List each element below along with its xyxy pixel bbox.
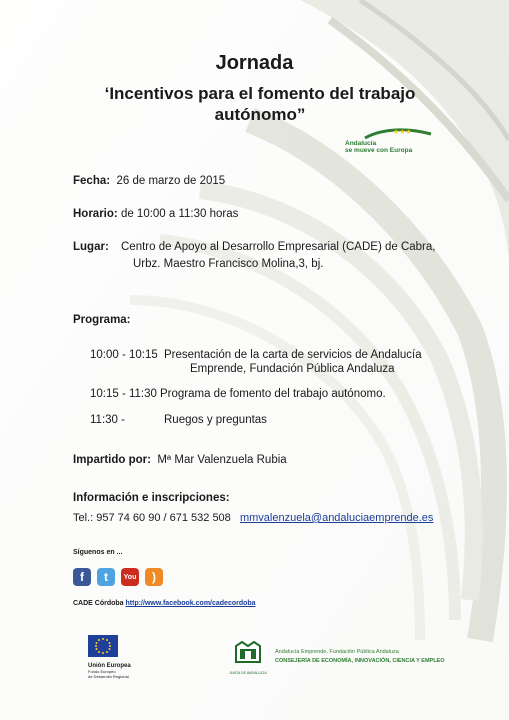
junta-label: JUNTA DE ANDALUCIA <box>229 671 267 675</box>
impartido-value: Mª Mar Valenzuela Rubia <box>157 454 287 466</box>
programa-item-text: Programa de fomento del trabajo autónomo. <box>160 388 386 400</box>
lugar-line-2: Urbz. Maestro Francisco Molina,3, bj. <box>133 258 324 270</box>
horario-value: de 10:00 a 11:30 horas <box>120 208 239 220</box>
social-icons <box>73 568 169 586</box>
phone-numbers: Tel.: 957 74 60 90 / 671 532 508 <box>73 512 231 524</box>
eu-line-3: de Desarrollo Regional <box>88 674 129 679</box>
eu-line-1: Unión Europea <box>88 663 131 669</box>
horario-label: Horario: <box>73 208 118 220</box>
org-line-1: Andalucía Emprende, Fundación Pública Andaluza <box>275 649 399 655</box>
info-label: Información e inscripciones: <box>73 492 230 504</box>
facebook-icon[interactable]: f <box>73 568 91 586</box>
event-subtitle <box>70 83 450 125</box>
impartido-row <box>73 454 287 466</box>
fecha-label: Fecha: <box>73 175 111 187</box>
programa-item-time: 11:30 - <box>90 414 125 426</box>
programa-item-text: Ruegos y preguntas <box>164 414 267 426</box>
lugar-line-1: Centro de Apoyo al Desarrollo Empresarial (CADE) de Cabra, <box>121 241 436 253</box>
junta-logo <box>228 638 268 675</box>
programa-item-time: 10:00 - 10:15 <box>90 349 158 361</box>
programa-item-text: Presentación de la carta de servicios de Andalucía <box>164 349 422 361</box>
org-line-2: CONSEJERÍA DE ECONOMÍA, INNOVACIÓN, CIENCIA Y EMPLEO <box>275 658 445 664</box>
fecha-row <box>73 175 225 187</box>
lugar-label: Lugar: <box>73 241 109 253</box>
fecha-value: 26 de marzo de 2015 <box>116 175 226 187</box>
programa-item-time: 10:15 - 11:30 <box>90 388 157 400</box>
programa-label: Programa: <box>73 314 131 326</box>
logo-line-2: se mueve con Europa <box>345 147 413 154</box>
twitter-icon[interactable]: t <box>97 568 115 586</box>
eu-logo <box>88 635 148 679</box>
eu-line-2: Fondo Europeo <box>88 669 116 674</box>
contact-row <box>73 512 433 524</box>
page-title: Jornada <box>215 52 294 74</box>
cade-label: CADE Córdoba <box>73 600 124 607</box>
svg-text:★★★: ★★★ <box>393 128 412 136</box>
email-link[interactable]: mmvalenzuela@andaluciaemprende.es <box>239 512 434 524</box>
org-text <box>275 648 445 666</box>
social-label: Síguenos en ... <box>73 549 123 556</box>
subtitle-line-2: autónomo” <box>214 105 306 124</box>
eu-flag-icon <box>88 635 118 657</box>
junta-andalucia-emblem-icon <box>230 638 266 666</box>
horario-row <box>73 208 238 220</box>
programa-item-text-line-2: Emprende, Fundación Pública Andaluza <box>190 363 395 375</box>
impartido-label: Impartido por: <box>73 454 151 466</box>
rss-icon[interactable]: ) <box>145 568 163 586</box>
cade-facebook-link[interactable]: http://www.facebook.com/cadecordoba <box>125 600 256 607</box>
subtitle-line-1: ‘Incentivos para el fomento del trabajo <box>104 84 416 103</box>
cade-row <box>73 600 256 607</box>
youtube-icon[interactable]: You <box>121 568 139 586</box>
logo-line-1: Andalucía <box>345 140 377 147</box>
